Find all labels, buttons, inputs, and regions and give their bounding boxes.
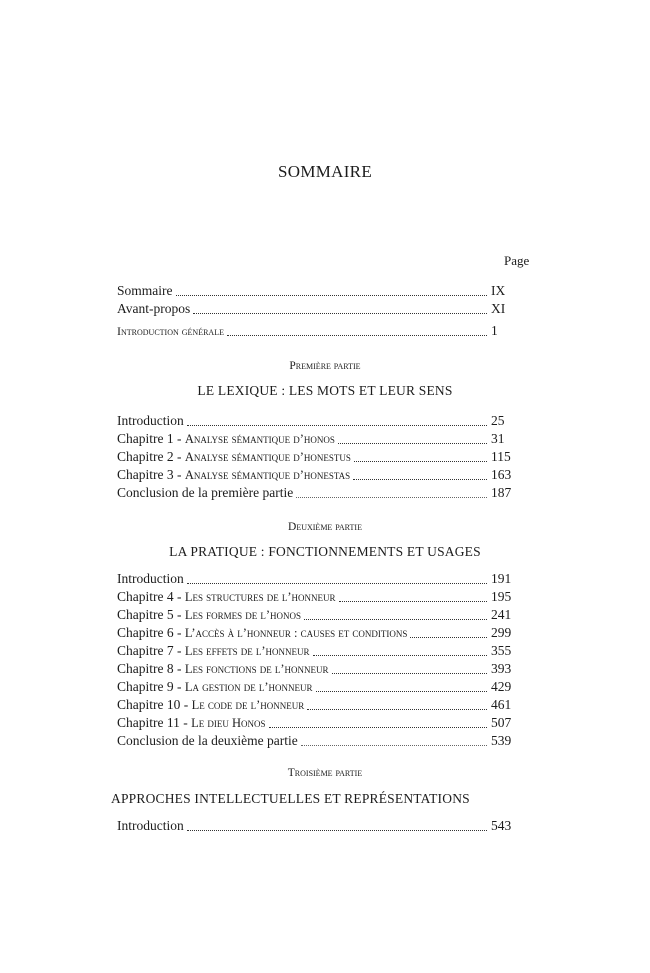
toc-entry-page: 507 [491, 715, 512, 730]
toc-entry-label: Introduction [117, 413, 184, 428]
toc-entry-label: Chapitre 6 - L’accès à l’honneur : causes et conditions [117, 625, 408, 640]
toc-entry-page: 241 [491, 607, 512, 622]
leader-dots [353, 469, 487, 480]
part-3-entries [117, 817, 527, 835]
toc-entry-label: Sommaire [117, 283, 173, 298]
part-3-label: Troisième partie [287, 767, 363, 779]
leader-dots [301, 735, 487, 746]
toc-entry-page: 429 [491, 679, 512, 694]
toc-entry-page: XI [491, 301, 506, 316]
leader-dots [187, 820, 487, 831]
toc-entry-page: 25 [491, 413, 505, 428]
toc-entry-label: Chapitre 10 - Le code de l’honneur [117, 697, 305, 712]
toc-entry-sommaire[interactable] [117, 282, 527, 300]
toc-entry-label: Conclusion de la deuxième partie [117, 733, 298, 748]
toc-entry[interactable] [117, 430, 527, 448]
front-matter-list [117, 282, 527, 340]
part-1-entries [117, 412, 527, 502]
toc-entry-page: 31 [491, 431, 505, 446]
leader-dots [304, 609, 487, 620]
toc-entry-page: 191 [491, 571, 512, 586]
toc-entry-page: 195 [491, 589, 512, 604]
leader-dots [187, 573, 487, 584]
toc-entry-label: Introduction [117, 818, 184, 833]
leader-dots [313, 645, 487, 656]
leader-dots [176, 285, 488, 296]
leader-dots [316, 681, 487, 692]
toc-entry-page: 187 [491, 485, 512, 500]
toc-entry[interactable] [117, 448, 527, 466]
leader-dots [339, 591, 487, 602]
toc-entry-label: Introduction générale [117, 324, 224, 338]
toc-entry-page: IX [491, 283, 506, 298]
part-2-label: Deuxième partie [288, 521, 362, 533]
toc-entry[interactable] [117, 606, 527, 624]
toc-entry-label: Conclusion de la première partie [117, 485, 294, 500]
toc-entry-label: Chapitre 4 - Les structures de l’honneur [117, 589, 336, 604]
toc-entry[interactable] [117, 660, 527, 678]
toc-entry[interactable] [117, 624, 527, 642]
part-1-title: LE LEXIQUE : LES MOTS ET LEUR SENS [197, 383, 453, 398]
toc-entry[interactable] [117, 570, 527, 588]
toc-entry-page: 355 [491, 643, 512, 658]
toc-entry-avant-propos[interactable] [117, 300, 527, 318]
toc-entry-label: Chapitre 7 - Les effets de l’honneur [117, 643, 310, 658]
leader-dots [227, 325, 487, 336]
toc-entry[interactable] [117, 412, 527, 430]
toc-entry[interactable] [117, 642, 527, 660]
leader-dots [187, 415, 487, 426]
toc-entry-introduction-generale[interactable] [117, 322, 527, 340]
toc-entry-label: Chapitre 11 - Le dieu Honos [117, 715, 266, 730]
part-3-title: APPROCHES INTELLECTUELLES ET REPRÉSENTATIONS [111, 791, 470, 806]
toc-entry-page: 461 [491, 697, 512, 712]
leader-dots [193, 303, 487, 314]
toc-entry-label: Chapitre 3 - Analyse sémantique d’honestas [117, 467, 351, 482]
leader-dots [332, 663, 487, 674]
toc-entry[interactable] [117, 466, 527, 484]
toc-entry-page: 543 [491, 818, 512, 833]
toc-entry[interactable] [117, 678, 527, 696]
toc-entry-label: Chapitre 2 - Analyse sémantique d’honestus [117, 449, 351, 464]
leader-dots [296, 487, 487, 498]
part-2-entries [117, 570, 527, 750]
leader-dots [354, 451, 487, 462]
toc-entry[interactable] [117, 817, 527, 835]
page-column-header: Page [504, 253, 530, 268]
toc-entry[interactable] [117, 588, 527, 606]
part-2-title: LA PRATIQUE : FONCTIONNEMENTS ET USAGES [169, 544, 481, 559]
toc-entry-label: Avant-propos [117, 301, 191, 316]
leader-dots [410, 627, 487, 638]
toc-entry-label: Chapitre 9 - La gestion de l’honneur [117, 679, 313, 694]
leader-dots [307, 699, 487, 710]
toc-entry-page: 539 [491, 733, 512, 748]
toc-entry-label: Chapitre 1 - Analyse sémantique d’honos [117, 431, 335, 446]
toc-entry[interactable] [117, 714, 527, 732]
part-1-label: Première partie [289, 360, 361, 372]
toc-entry[interactable] [117, 732, 527, 750]
toc-entry-page: 1 [491, 323, 498, 338]
leader-dots [269, 717, 487, 728]
leader-dots [338, 433, 487, 444]
toc-entry-page: 299 [491, 625, 512, 640]
toc-entry-label: Introduction [117, 571, 184, 586]
toc-entry-page: 163 [491, 467, 512, 482]
toc-entry-page: 115 [491, 449, 511, 464]
toc-entry-label: Chapitre 8 - Les fonctions de l’honneur [117, 661, 329, 676]
toc-entry[interactable] [117, 484, 527, 502]
page-title: SOMMAIRE [277, 162, 373, 181]
toc-entry-label: Chapitre 5 - Les formes de l’honos [117, 607, 302, 622]
toc-entry[interactable] [117, 696, 527, 714]
toc-entry-page: 393 [491, 661, 512, 676]
